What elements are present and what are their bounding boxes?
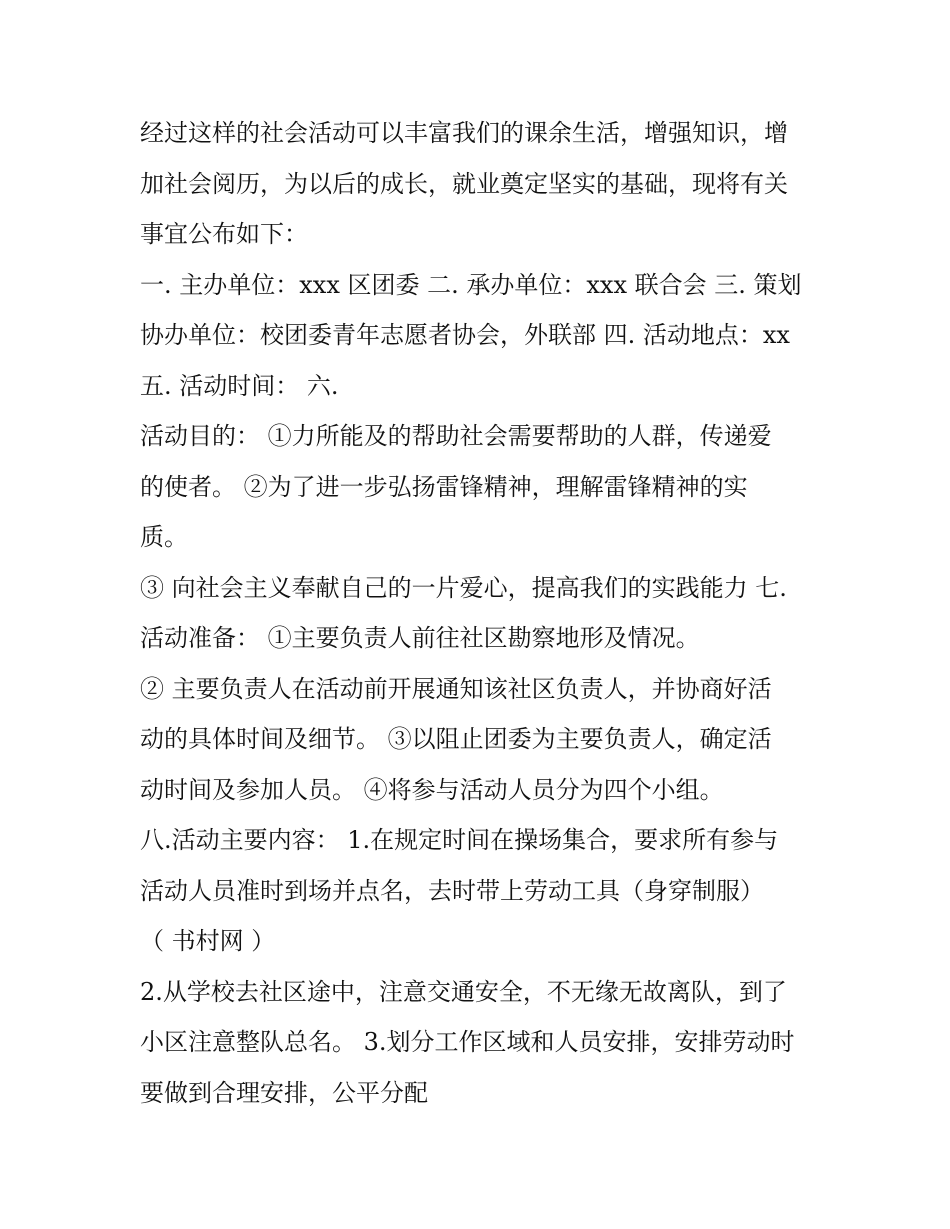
text-line: 活动准备： ①主要负责人前往社区勘察地形及情况。 — [140, 624, 700, 652]
text-line: 动的具体时间及细节。 ③以阻止团委为主要负责人，确定活 — [140, 725, 772, 753]
text-line: 质。 — [140, 523, 188, 551]
text-line: 活动人员准时到场并点名，去时带上劳动工具（身穿制服） — [140, 876, 764, 905]
text-line: 2.从学校去社区途中，注意交通安全，不无缘无故离队，到了 — [140, 977, 787, 1006]
text-line: ③ 向社会主义奉献自己的一片爱心，提高我们的实践能力 七. — [140, 573, 787, 602]
text-line: （ 书村网 ） — [140, 927, 276, 955]
text-line: 要做到合理安排，公平分配 — [140, 1078, 428, 1107]
text-line: 经过这样的社会活动可以丰富我们的课余生活，增强知识，增 — [140, 119, 788, 147]
text-line: 加社会阅历，为以后的成长，就业奠定坚实的基础，现将有关 — [140, 169, 788, 198]
text-line: 小区注意整队总名。 3.划分工作区域和人员安排，安排劳动时 — [140, 1028, 795, 1056]
text-line: 协办单位：校团委青年志愿者协会，外联部 四. 活动地点：xx — [140, 321, 790, 349]
text-line: 一. 主办单位：xxx 区团委 二. 承办单位：xxx 联合会 三. 策划 — [140, 270, 802, 299]
text-line: 八.活动主要内容： 1.在规定时间在操场集合，要求所有参与 — [140, 826, 779, 854]
text-line: 动时间及参加人员。 ④将参与活动人员分为四个小组。 — [140, 775, 724, 804]
text-line: 的使者。 ②为了进一步弘扬雷锋精神，理解雷锋精神的实 — [140, 472, 748, 501]
text-line: 事宜公布如下： — [140, 220, 308, 248]
text-line: 活动目的： ①力所能及的帮助社会需要帮助的人群，传递爱 — [140, 422, 772, 450]
text-line: 五. 活动时间： 六. — [140, 371, 339, 400]
document-body — [140, 108, 820, 1118]
text-line: ② 主要负责人在活动前开展通知该社区负责人，并协商好活 — [140, 674, 772, 703]
